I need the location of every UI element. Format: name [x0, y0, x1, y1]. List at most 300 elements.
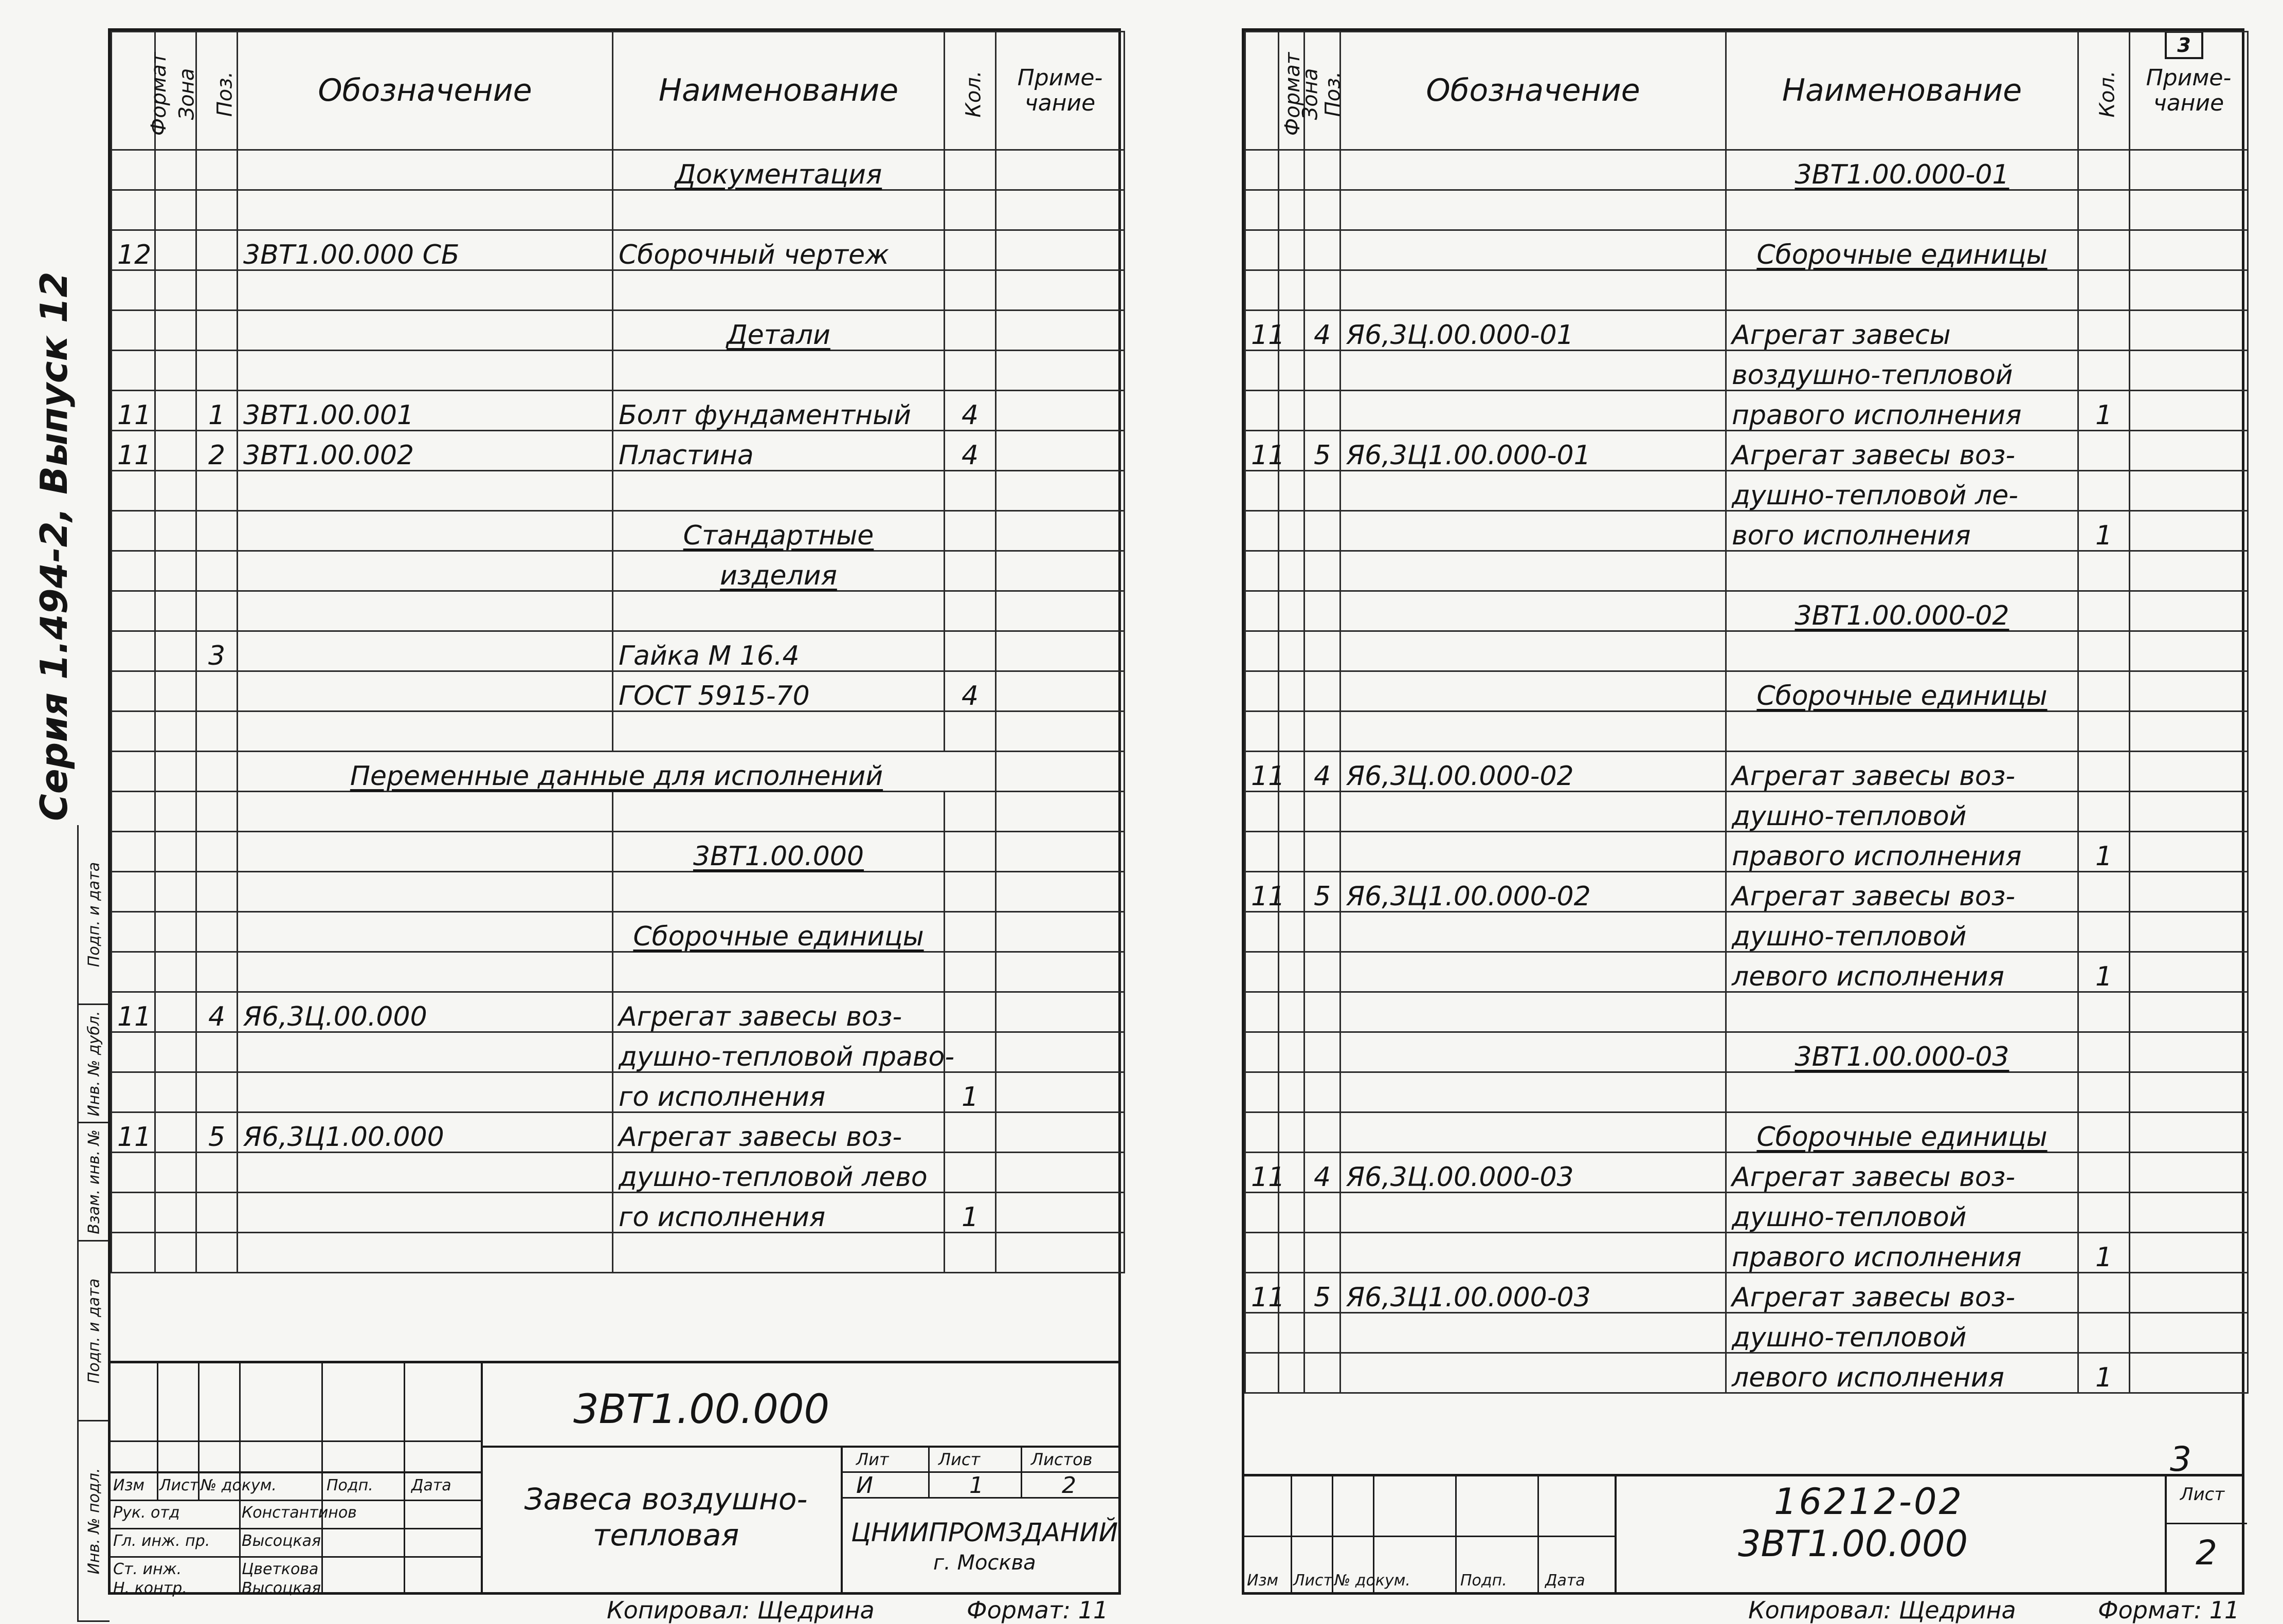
cell-position	[196, 832, 238, 872]
table-row	[1245, 912, 2248, 952]
table-row	[1245, 551, 2248, 591]
cell-note	[996, 1153, 1125, 1193]
cell-quantity	[2078, 190, 2130, 230]
table-row	[112, 270, 1125, 311]
cell-zone	[155, 391, 196, 431]
stamp-column	[77, 825, 110, 1622]
cell-designation	[1340, 1193, 1726, 1233]
cell-position	[196, 671, 238, 711]
cell-note	[996, 1072, 1125, 1112]
table-row	[1245, 391, 2248, 431]
cell-format	[112, 591, 155, 631]
col-header-note: Приме- чание	[2130, 32, 2248, 150]
cell-format	[1245, 190, 1279, 230]
cell-zone	[155, 671, 196, 711]
cell-name: воздушно-тепловой	[1726, 351, 2078, 391]
col-header-pos: Поз.	[196, 32, 238, 150]
cell-designation	[238, 912, 613, 952]
cell-zone	[155, 1153, 196, 1193]
cell-name	[1726, 1072, 2078, 1112]
cell-zone	[155, 832, 196, 872]
cell-quantity	[2078, 471, 2130, 511]
cell-quantity	[2078, 1072, 2130, 1112]
cell-format	[112, 1153, 155, 1193]
cell-format	[1245, 1233, 1279, 1273]
cell-designation: Я6,3Ц1.00.000-03	[1340, 1273, 1726, 1313]
cell-position	[1304, 1233, 1340, 1273]
cell-note	[2130, 1032, 2248, 1072]
cell-format	[112, 752, 155, 792]
cell-format	[112, 311, 155, 351]
cell-zone	[155, 1112, 196, 1153]
cell-designation	[1340, 1233, 1726, 1273]
cell-name: душно-тепловой	[1726, 912, 2078, 952]
table-row	[1245, 230, 2248, 270]
table-row	[112, 1233, 1125, 1273]
cell-position	[196, 591, 238, 631]
cell-format: 11	[1245, 752, 1279, 792]
cell-name: 3ВТ1.00.000	[613, 832, 945, 872]
table-row	[1245, 992, 2248, 1032]
tb-product-title: Завеса воздушно- тепловая	[524, 1482, 808, 1553]
cell-zone	[155, 150, 196, 190]
tb-person: Цветкова	[242, 1560, 319, 1578]
table-row	[1245, 752, 2248, 792]
cell-zone	[155, 1193, 196, 1233]
cell-name: душно-тепловой	[1726, 1313, 2078, 1353]
cell-quantity	[2078, 631, 2130, 671]
stamp-cell: Подп. и дата	[79, 1242, 110, 1421]
cell-position	[1304, 551, 1340, 591]
cell-name	[613, 792, 945, 832]
cell-position	[1304, 711, 1340, 752]
cell-name: Агрегат завесы воз-	[613, 1112, 945, 1153]
cell-format	[112, 551, 155, 591]
cell-name: душно-тепловой лево	[613, 1153, 945, 1193]
cell-name	[1726, 190, 2078, 230]
cell-zone	[1279, 952, 1304, 992]
cell-quantity	[945, 190, 996, 230]
cell-position	[196, 311, 238, 351]
cell-zone	[155, 511, 196, 551]
cell-designation	[238, 1032, 613, 1072]
cell-name: правого исполнения	[1726, 391, 2078, 431]
cell-quantity	[2078, 1313, 2130, 1353]
cell-format	[112, 190, 155, 230]
cell-zone	[1279, 391, 1304, 431]
cell-note	[2130, 190, 2248, 230]
table-row	[1245, 1233, 2248, 1273]
cell-quantity	[2078, 1112, 2130, 1153]
cell-note	[2130, 471, 2248, 511]
cell-position	[196, 511, 238, 551]
cell-format	[1245, 792, 1279, 832]
tb-head-sign: Подп.	[327, 1476, 373, 1494]
cell-position	[196, 1072, 238, 1112]
cell-designation: Я6,3Ц1.00.000	[238, 1112, 613, 1153]
cell-quantity	[2078, 992, 2130, 1032]
cell-note	[996, 1233, 1125, 1273]
table-row	[112, 711, 1125, 752]
cell-quantity	[2078, 311, 2130, 351]
cell-designation	[238, 591, 613, 631]
tb-head-list: Лист	[159, 1476, 199, 1494]
cell-zone	[1279, 150, 1304, 190]
tb-lit-label: Лит	[856, 1450, 889, 1469]
table-row	[1245, 1273, 2248, 1313]
cell-designation	[1340, 150, 1726, 190]
cell-name: левого исполнения	[1726, 952, 2078, 992]
table-row	[112, 1072, 1125, 1112]
cell-designation	[1340, 351, 1726, 391]
cell-name	[613, 190, 945, 230]
tb-role: Н. контр.	[113, 1579, 187, 1597]
cell-note	[996, 270, 1125, 311]
cell-format: 11	[1245, 431, 1279, 471]
cell-zone	[1279, 351, 1304, 391]
cell-name: Агрегат завесы воз-	[1726, 872, 2078, 912]
cell-format: 11	[112, 431, 155, 471]
cell-zone	[155, 631, 196, 671]
cell-position	[196, 551, 238, 591]
stamp-cell: Инв. № дубл.	[79, 1005, 110, 1123]
cell-name	[1726, 631, 2078, 671]
tb-head-date: Дата	[411, 1476, 451, 1494]
cell-note	[996, 551, 1125, 591]
cell-note	[2130, 351, 2248, 391]
cell-quantity	[945, 511, 996, 551]
cell-designation	[238, 471, 613, 511]
cell-format	[1245, 351, 1279, 391]
tb-head-izm: Изм	[1247, 1572, 1279, 1590]
cell-name: Сборочные единицы	[613, 912, 945, 952]
cell-zone	[155, 872, 196, 912]
cell-designation	[1340, 912, 1726, 952]
cell-name: Болт фундаментный	[613, 391, 945, 431]
tb-role: Ст. инж.	[113, 1560, 182, 1578]
cell-position: 3	[196, 631, 238, 671]
cell-name: изделия	[613, 551, 945, 591]
cell-designation	[1340, 631, 1726, 671]
cell-zone	[155, 952, 196, 992]
tb-head-date: Дата	[1545, 1572, 1585, 1590]
cell-zone	[155, 230, 196, 270]
cell-position	[1304, 1313, 1340, 1353]
cell-zone	[1279, 992, 1304, 1032]
cell-designation	[238, 1193, 613, 1233]
cell-note	[996, 351, 1125, 391]
cell-position	[196, 952, 238, 992]
table-row	[1245, 1032, 2248, 1072]
cell-format	[112, 671, 155, 711]
table-row	[112, 631, 1125, 671]
table-row	[112, 591, 1125, 631]
cell-designation	[1340, 391, 1726, 431]
table-row	[1245, 671, 2248, 711]
table-row	[112, 992, 1125, 1032]
tb-head-list: Лист	[1293, 1572, 1333, 1590]
table-row	[112, 1193, 1125, 1233]
cell-position: 4	[196, 992, 238, 1032]
cell-quantity: 1	[2078, 1233, 2130, 1273]
table-header	[1245, 32, 2248, 150]
cell-zone	[1279, 1233, 1304, 1273]
cell-note	[996, 1032, 1125, 1072]
cell-format	[112, 471, 155, 511]
cell-designation	[1340, 1353, 1726, 1393]
cell-name	[1726, 270, 2078, 311]
cell-format	[112, 792, 155, 832]
table-row	[112, 671, 1125, 711]
cell-note	[2130, 711, 2248, 752]
cell-zone	[1279, 711, 1304, 752]
cell-quantity: 1	[2078, 1353, 2130, 1393]
cell-position	[196, 792, 238, 832]
cell-designation	[1340, 1313, 1726, 1353]
cell-quantity: 4	[945, 391, 996, 431]
cell-position: 4	[1304, 752, 1340, 792]
cell-position	[1304, 1072, 1340, 1112]
cell-note	[2130, 952, 2248, 992]
cell-note	[996, 832, 1125, 872]
tb-sheet-label: Лист	[938, 1450, 981, 1469]
cell-position	[1304, 471, 1340, 511]
cell-zone	[155, 792, 196, 832]
cell-note	[996, 230, 1125, 270]
table-header	[112, 32, 1125, 150]
cell-designation	[238, 671, 613, 711]
cell-format	[1245, 711, 1279, 752]
cell-note	[996, 631, 1125, 671]
cell-note	[2130, 270, 2248, 311]
cell-position: 4	[1304, 311, 1340, 351]
col-header-designation: Обозначение	[1340, 32, 1726, 150]
cell-position	[196, 912, 238, 952]
table-row	[112, 551, 1125, 591]
cell-note	[996, 671, 1125, 711]
table-row	[1245, 351, 2248, 391]
cell-quantity	[945, 832, 996, 872]
cell-zone	[1279, 792, 1304, 832]
left-margin	[0, 28, 108, 1595]
cell-format	[1245, 912, 1279, 952]
cell-format: 12	[112, 230, 155, 270]
cell-designation	[1340, 190, 1726, 230]
cell-note	[2130, 752, 2248, 792]
cell-note	[996, 150, 1125, 190]
table-row	[1245, 190, 2248, 230]
cell-name: го исполнения	[613, 1193, 945, 1233]
format-left: Формат: 11	[967, 1596, 1109, 1624]
cell-position	[1304, 391, 1340, 431]
table-row	[112, 912, 1125, 952]
cell-quantity	[2078, 711, 2130, 752]
cell-name: Агрегат завесы воз-	[613, 992, 945, 1032]
table-row	[1245, 270, 2248, 311]
cell-note	[2130, 1153, 2248, 1193]
col-header-pos: Поз.	[1304, 32, 1340, 150]
table-row	[112, 431, 1125, 471]
table-row	[1245, 1353, 2248, 1393]
cell-designation	[1340, 952, 1726, 992]
cell-format	[1245, 511, 1279, 551]
cell-note	[2130, 992, 2248, 1032]
cell-format	[1245, 952, 1279, 992]
cell-format	[1245, 150, 1279, 190]
cell-quantity	[2078, 792, 2130, 832]
cell-designation	[1340, 832, 1726, 872]
cell-quantity	[2078, 591, 2130, 631]
cell-quantity	[945, 351, 996, 391]
cell-name	[613, 1233, 945, 1273]
table-row	[112, 150, 1125, 190]
cell-name: Агрегат завесы воз-	[1726, 1273, 2078, 1313]
cell-zone	[155, 190, 196, 230]
cell-name	[613, 591, 945, 631]
cell-designation	[1340, 471, 1726, 511]
cell-quantity	[2078, 1153, 2130, 1193]
tb-org: ЦНИИПРОМЗДАНИЙ	[851, 1518, 1118, 1547]
cell-note	[996, 431, 1125, 471]
cell-format	[1245, 230, 1279, 270]
cell-position	[1304, 150, 1340, 190]
cell-designation: Я6,3Ц.00.000-02	[1340, 752, 1726, 792]
cell-format	[1245, 992, 1279, 1032]
cell-zone	[1279, 631, 1304, 671]
cell-quantity	[945, 230, 996, 270]
table-row	[1245, 952, 2248, 992]
cell-name: Стандартные	[613, 511, 945, 551]
cell-position	[1304, 1112, 1340, 1153]
cell-position	[1304, 952, 1340, 992]
cell-quantity	[2078, 912, 2130, 952]
cell-format	[112, 511, 155, 551]
cell-name: 3ВТ1.00.000-02	[1726, 591, 2078, 631]
cell-quantity: 1	[2078, 391, 2130, 431]
table-row	[112, 311, 1125, 351]
tb-designation: 3ВТ1.00.000	[1738, 1523, 1968, 1565]
cell-quantity: 1	[2078, 832, 2130, 872]
cell-position	[1304, 230, 1340, 270]
cell-position	[1304, 912, 1340, 952]
table-row	[112, 1112, 1125, 1153]
cell-zone	[1279, 671, 1304, 711]
cell-note	[996, 752, 1125, 792]
table-row	[1245, 1193, 2248, 1233]
cell-note	[2130, 832, 2248, 872]
cell-note	[2130, 1273, 2248, 1313]
cell-note	[2130, 1313, 2248, 1353]
table-row	[1245, 511, 2248, 551]
cell-note	[2130, 1112, 2248, 1153]
cell-note	[2130, 872, 2248, 912]
cell-designation: Я6,3Ц1.00.000-02	[1340, 872, 1726, 912]
cell-name	[613, 270, 945, 311]
cell-format	[1245, 1112, 1279, 1153]
cell-format: 11	[1245, 311, 1279, 351]
cell-zone	[1279, 551, 1304, 591]
cell-quantity	[2078, 671, 2130, 711]
tb-sheet: 2	[2196, 1533, 2217, 1573]
cell-note	[996, 992, 1125, 1032]
cell-zone	[1279, 1032, 1304, 1072]
cell-name: правого исполнения	[1726, 832, 2078, 872]
cell-designation	[238, 311, 613, 351]
cell-designation: 3ВТ1.00.000 СБ	[238, 230, 613, 270]
tb-sheets-label: Листов	[1031, 1450, 1093, 1469]
cell-designation	[238, 872, 613, 912]
cell-designation	[1340, 1112, 1726, 1153]
cell-note	[2130, 1072, 2248, 1112]
cell-note	[2130, 431, 2248, 471]
cell-position: 2	[196, 431, 238, 471]
cell-zone	[155, 992, 196, 1032]
cell-format	[112, 1032, 155, 1072]
spec-table-left	[111, 31, 1125, 1273]
cell-format	[112, 912, 155, 952]
cell-note	[996, 711, 1125, 752]
cell-note	[996, 872, 1125, 912]
stamp-cell: Подп. и дата	[79, 825, 110, 1005]
tb-designation: 3ВТ1.00.000	[573, 1386, 830, 1433]
cell-quantity	[2078, 752, 2130, 792]
cell-designation	[238, 270, 613, 311]
cell-position	[196, 190, 238, 230]
cell-zone	[155, 351, 196, 391]
cell-format	[1245, 1032, 1279, 1072]
cell-designation: Я6,3Ц.00.000-01	[1340, 311, 1726, 351]
cell-name: 3ВТ1.00.000-03	[1726, 1032, 2078, 1072]
cell-position	[1304, 671, 1340, 711]
cell-name: Пластина	[613, 431, 945, 471]
cell-name	[1726, 992, 2078, 1032]
cell-name: душно-тепловой право-	[613, 1032, 945, 1072]
cell-designation	[238, 551, 613, 591]
cell-designation	[238, 1072, 613, 1112]
col-header-designation: Обозначение	[238, 32, 613, 150]
cell-designation: Я6,3Ц1.00.000-01	[1340, 431, 1726, 471]
table-row	[1245, 431, 2248, 471]
cell-note	[2130, 1353, 2248, 1393]
cell-note	[996, 912, 1125, 952]
cell-quantity	[945, 711, 996, 752]
cell-section-heading: Переменные данные для исполнений	[238, 752, 996, 792]
table-row	[1245, 311, 2248, 351]
col-header-qty: Кол.	[2078, 32, 2130, 150]
cell-position	[1304, 1032, 1340, 1072]
cell-note	[996, 190, 1125, 230]
cell-format	[1245, 631, 1279, 671]
cell-zone	[1279, 1353, 1304, 1393]
cell-zone	[1279, 591, 1304, 631]
cell-format	[1245, 471, 1279, 511]
cell-zone	[155, 471, 196, 511]
cell-designation	[1340, 270, 1726, 311]
cell-name: Документация	[613, 150, 945, 190]
cell-position	[196, 150, 238, 190]
tb-sheets: 2	[1062, 1472, 1076, 1499]
cell-quantity: 1	[2078, 511, 2130, 551]
cell-name	[613, 952, 945, 992]
cell-designation	[238, 711, 613, 752]
cell-note	[2130, 230, 2248, 270]
cell-position	[196, 471, 238, 511]
copied-by-right: Копировал: Щедрина	[1748, 1596, 2016, 1624]
col-header-zone: Зона	[1279, 32, 1304, 150]
cell-format	[112, 872, 155, 912]
cell-quantity	[945, 270, 996, 311]
cell-designation	[1340, 230, 1726, 270]
